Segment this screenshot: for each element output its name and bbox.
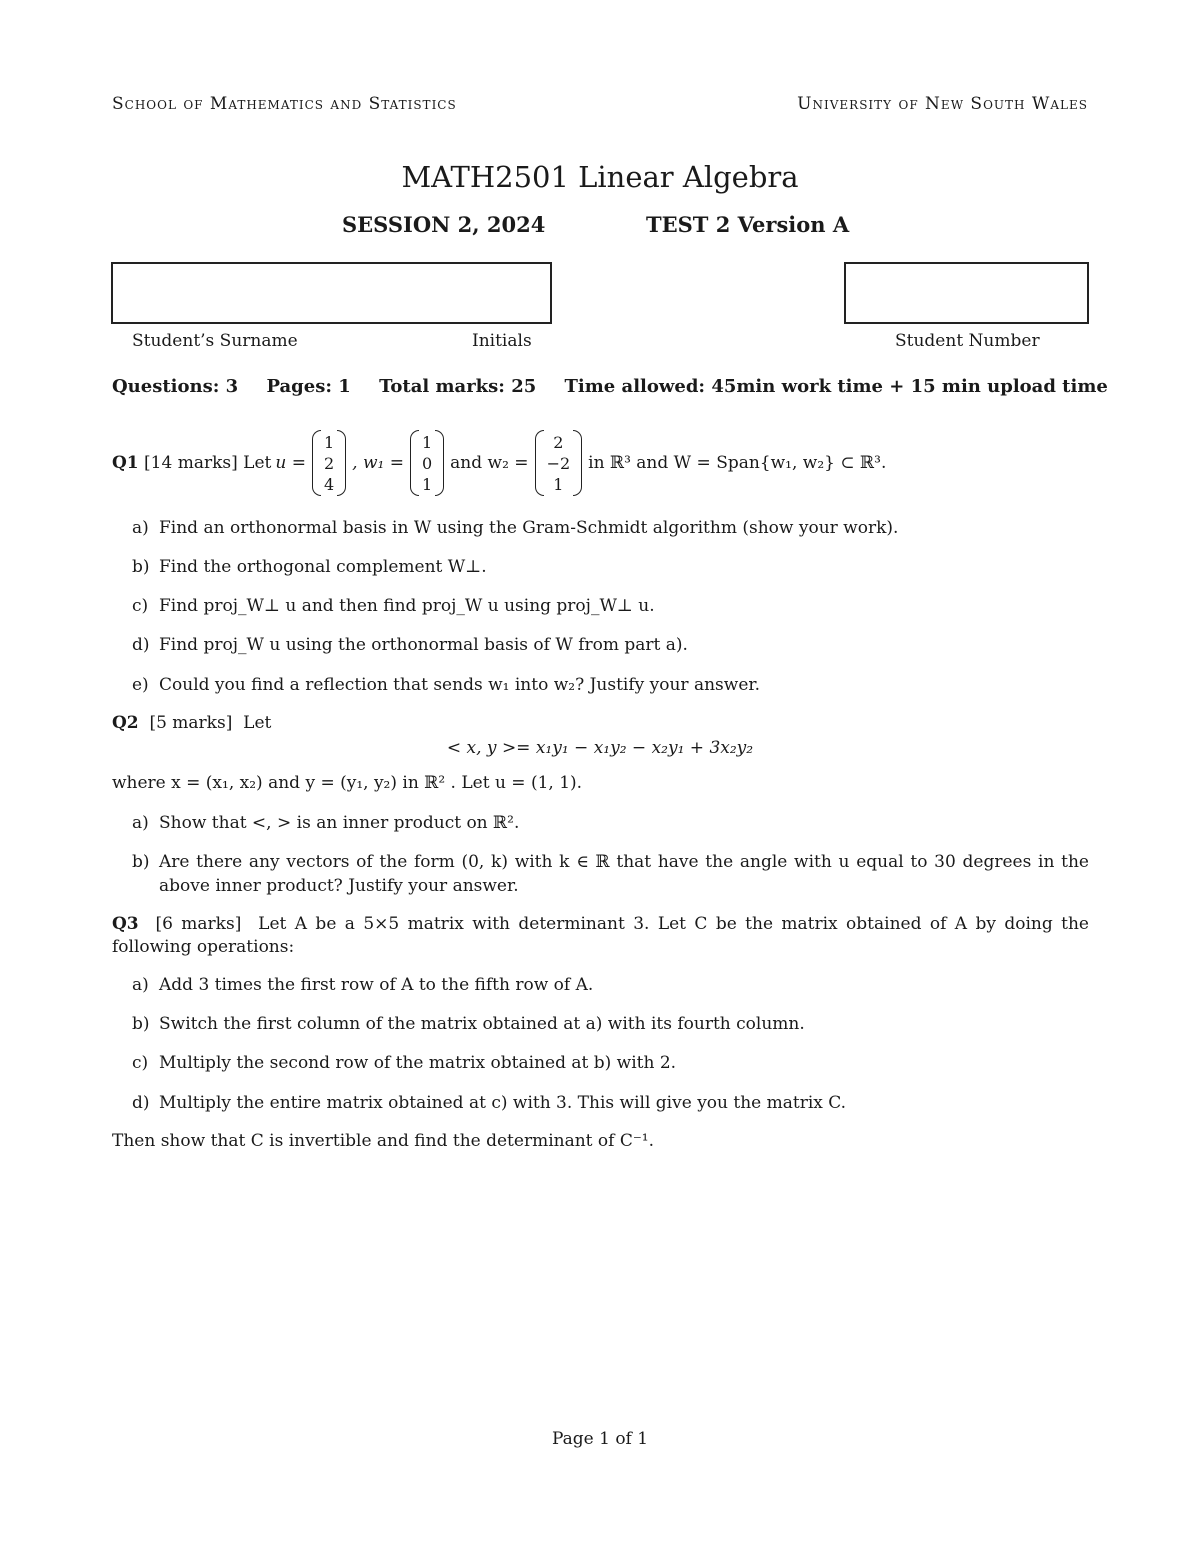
questions-count: Questions: 3 — [112, 376, 239, 397]
q3-part — [132, 1093, 846, 1113]
u-entry: 2 — [323, 453, 335, 473]
q3-part — [132, 1014, 805, 1034]
part-text: Switch the first column of the matrix obtained at a) with its fourth column. — [159, 1014, 805, 1034]
w2-name: and w₂ = — [450, 453, 529, 473]
q1-let: Let — [243, 453, 272, 473]
q2-label: Q2 — [112, 713, 139, 733]
vector-u — [312, 430, 346, 496]
q2-part — [132, 813, 519, 833]
part-label: c) — [132, 1053, 149, 1073]
q1-part — [132, 518, 898, 538]
course-title: MATH2501 Linear Algebra — [401, 160, 799, 194]
part-label: b) — [132, 557, 150, 577]
q1-label: Q1 — [112, 453, 139, 473]
vector-w2 — [535, 430, 583, 496]
part-text: Find the orthogonal complement W⊥. — [159, 557, 487, 577]
q2-statement — [112, 713, 271, 733]
w2-entry: −2 — [546, 453, 571, 473]
student-number-box[interactable] — [844, 262, 1089, 324]
u-entry: 4 — [323, 474, 335, 494]
pages-count: Pages: 1 — [266, 376, 351, 397]
part-label: a) — [132, 813, 149, 833]
vector-w1 — [410, 430, 444, 496]
school-name: School of Mathematics and Statistics — [112, 94, 457, 114]
q3-conclusion: Then show that C is invertible and find the determinant of C⁻¹. — [112, 1131, 655, 1151]
part-label: c) — [132, 596, 149, 616]
q2-part — [132, 850, 1089, 898]
w1-name: , w₁ = — [352, 453, 404, 473]
part-text: Add 3 times the first row of A to the fifth row of A. — [159, 975, 594, 995]
w2-entry: 1 — [553, 474, 564, 494]
time-allowed: Time allowed: 45min work time + 15 min upload time — [564, 376, 1108, 397]
part-text: Multiply the entire matrix obtained at c) with 3. This will give you the matrix C. — [159, 1093, 847, 1113]
exam-info — [112, 376, 1130, 397]
part-label: a) — [132, 518, 149, 538]
total-marks: Total marks: 25 — [379, 376, 537, 397]
q1-part — [132, 557, 487, 577]
session-label: SESSION 2, 2024 — [342, 212, 546, 237]
page-number: Page 1 of 1 — [551, 1429, 649, 1449]
part-label: b) — [132, 1014, 150, 1034]
u-entry: 1 — [323, 432, 335, 452]
q2-where: where x = (x₁, x₂) and y = (y₁, y₂) in ℝ² . Let u = (1, 1). — [112, 773, 583, 793]
part-label: d) — [132, 1093, 150, 1113]
test-label: TEST 2 Version A — [646, 212, 850, 237]
part-text: Find proj_W⊥ u and then find proj_W u using proj_W⊥ u. — [159, 596, 655, 616]
student-number-label: Student Number — [895, 331, 1040, 351]
w2-entry: 2 — [553, 432, 564, 452]
part-text: Show that <, > is an inner product on ℝ². — [159, 813, 520, 833]
q3-label: Q3 — [112, 914, 139, 934]
part-text: Multiply the second row of the matrix obtained at b) with 2. — [159, 1053, 677, 1073]
formula-text: < x, y >= x₁y₁ − x₁y₂ − x₂y₁ + 3x₂y₂ — [446, 738, 754, 758]
inner-product-formula — [0, 738, 1200, 758]
university-name: University of New South Wales — [797, 94, 1088, 114]
q1-part — [132, 635, 688, 655]
part-text: Could you find a reflection that sends w₁ into w₂? Justify your answer. — [159, 675, 761, 695]
q2-marks: [5 marks] — [149, 713, 233, 733]
q1-statement — [112, 430, 890, 496]
w1-entry: 1 — [421, 474, 433, 494]
surname-initials-box[interactable] — [111, 262, 552, 324]
initials-label: Initials — [472, 331, 532, 351]
part-text: Find an orthonormal basis in W using the Gram-Schmidt algorithm (show your work). — [159, 518, 899, 538]
q1-part — [132, 675, 760, 695]
w1-entry: 1 — [421, 432, 433, 452]
part-label: d) — [132, 635, 150, 655]
part-text: Find proj_W u using the orthonormal basis of W from part a). — [159, 635, 688, 655]
q3-statement — [112, 913, 1089, 959]
part-text: Are there any vectors of the form (0, k) with k ∈ ℝ that have the angle with u equal to 30 degrees in the above inner product? Justify your answer. — [159, 852, 1089, 896]
q2-let: Let — [243, 713, 272, 733]
q3-marks: [6 marks] — [155, 914, 242, 934]
q3-part — [132, 975, 593, 995]
u-name: u = — [275, 453, 306, 473]
q3-intro: Let A be a 5×5 matrix with determinant 3. Let C be the matrix obtained of A by doing the following operations: — [112, 914, 1089, 957]
q3-part — [132, 1053, 676, 1073]
q1-part — [132, 596, 655, 616]
surname-label: Student’s Surname — [132, 331, 298, 351]
q1-marks: [14 marks] — [144, 453, 238, 473]
part-label: e) — [132, 675, 149, 695]
q1-tail: in ℝ³ and W = Span{w₁, w₂} ⊂ ℝ³. — [588, 453, 887, 473]
part-label: a) — [132, 975, 149, 995]
part-label: b) — [132, 852, 150, 872]
w1-entry: 0 — [421, 453, 433, 473]
